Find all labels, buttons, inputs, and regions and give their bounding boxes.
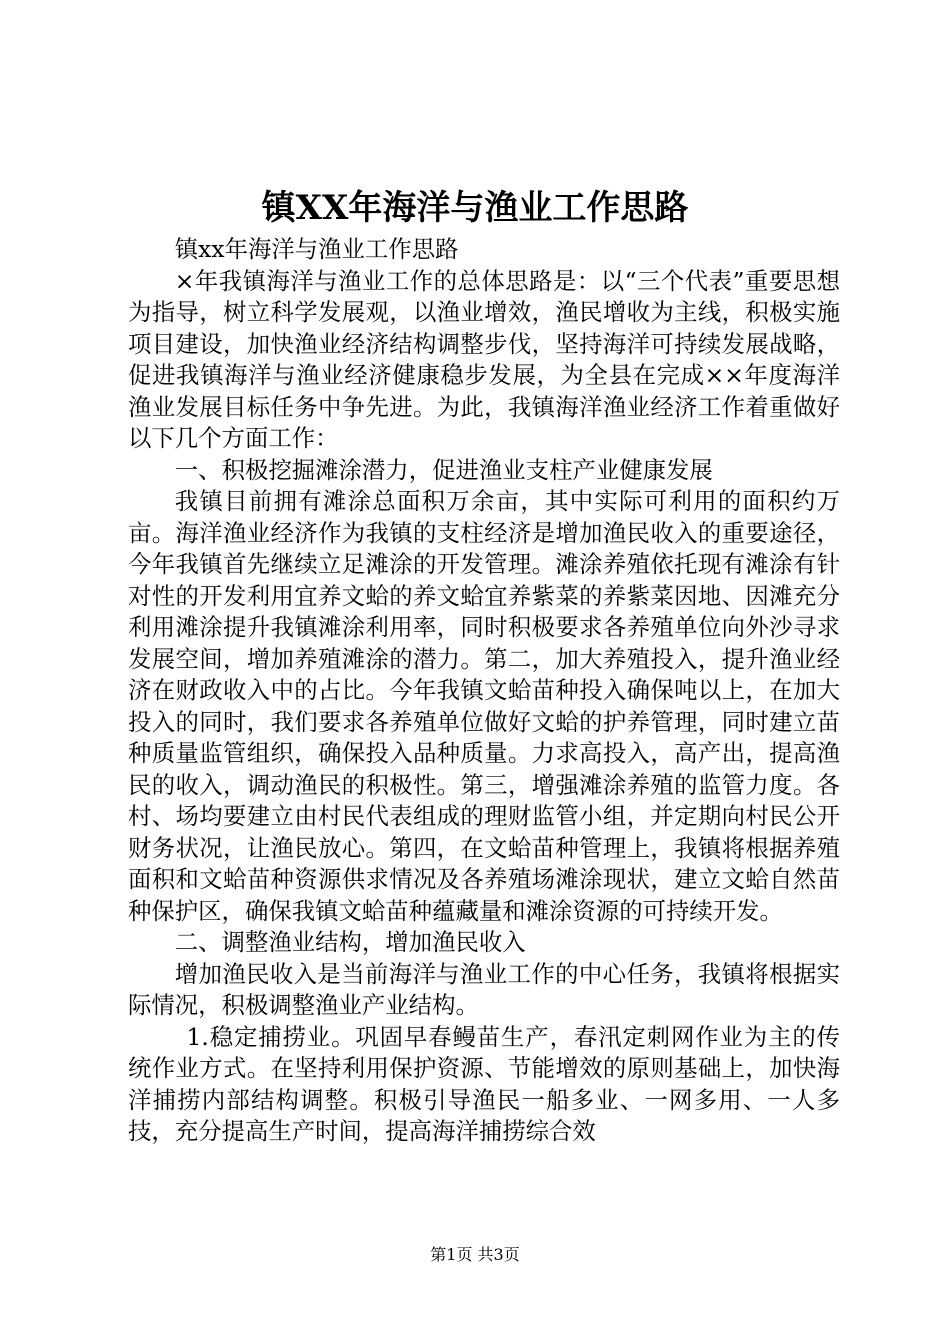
page-footer: 第1页 共3页	[430, 1245, 520, 1264]
section-heading-2: 二、调整渔业结构，增加渔民收入	[174, 928, 526, 956]
document-title: 镇XX年海洋与渔业工作思路	[261, 188, 689, 228]
section-2-item-1: 1.稳定捕捞业。巩固早春鳗苗生产，春汛定刺网作业为主的传统作业方式。在坚持利用保护资源、节能增效的原则基础上，加快海洋捕捞内部结构调整。积极引导渔民一船多业、一网多用、一人多技，充分提高生产时间，提高海洋捕捞综合效	[128, 1022, 840, 1145]
subtitle-paragraph: 镇xx年海洋与渔业工作思路	[174, 235, 459, 263]
section-1-paragraph: 我镇目前拥有滩涂总面积万余亩，其中实际可利用的面积约万亩。海洋渔业经济作为我镇的支柱经济是增加渔民收入的重要途径，今年我镇首先继续立足滩涂的开发管理。滩涂养殖依托现有滩涂有针对性的开发利用宜养文蛤的养文蛤宜养紫菜的养紫菜因地、因滩充分利用滩涂提升我镇滩涂利用率，同时积极要求各养殖单位向外沙寻求发展空间，增加养殖滩涂的潜力。第二，加大养殖投入，提升渔业经济在财政收入中的占比。今年我镇文蛤苗种投入确保吨以上，在加大投入的同时，我们要求各养殖单位做好文蛤的护养管理，同时建立苗种质量监管组织，确保投入品种质量。力求高投入，高产出，提高渔民的收入，调动渔民的积极性。第三，增强滩涂养殖的监管力度。各村、场均要建立由村民代表组成的理财监管小组，并定期向村民公开财务状况，让渔民放心。第四，在文蛤苗种管理上，我镇将根据养殖面积和文蛤苗种资源供求情况及各养殖场滩涂现状，建立文蛤自然苗种保护区，确保我镇文蛤苗种蕴藏量和滩涂资源的可持续开发。	[128, 487, 840, 925]
intro-paragraph: ×年我镇海洋与渔业工作的总体思路是：以“三个代表”重要思想为指导，树立科学发展观，以渔业增效，渔民增收为主线，积极实施项目建设，加快渔业经济结构调整步伐，坚持海洋可持续发展战略，促进我镇海洋与渔业经济健康稳步发展，为全县在完成××年度海洋渔业发展目标任务中争先进。为此，我镇海洋渔业经济工作着重做好以下几个方面工作：	[128, 266, 840, 452]
section-2-paragraph: 增加渔民收入是当前海洋与渔业工作的中心任务，我镇将根据实际情况，积极调整渔业产业结构。	[128, 959, 840, 1019]
document-body	[128, 234, 840, 1148]
section-heading-1: 一、积极挖掘滩涂潜力，促进渔业支柱产业健康发展	[174, 455, 713, 484]
